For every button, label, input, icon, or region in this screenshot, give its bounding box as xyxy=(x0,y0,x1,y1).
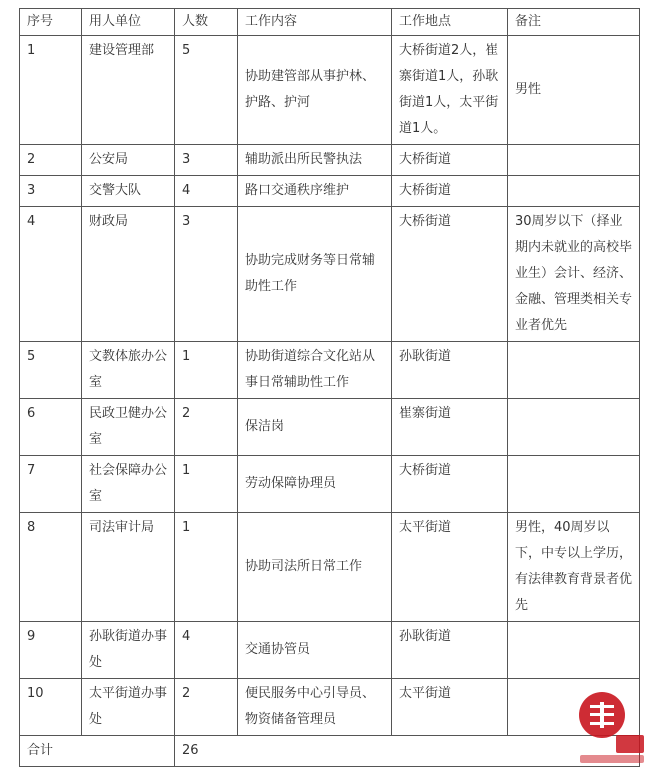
unit-cell: 交警大队 xyxy=(82,176,175,207)
serial-cell: 4 xyxy=(20,207,82,342)
count-cell: 2 xyxy=(175,399,238,456)
place-cell: 大桥街道 xyxy=(392,456,508,513)
duty-cell: 协助街道综合文化站从事日常辅助性工作 xyxy=(238,342,392,399)
serial-cell: 6 xyxy=(20,399,82,456)
count-cell: 5 xyxy=(175,36,238,145)
duty-cell: 交通协管员 xyxy=(238,622,392,679)
note-cell: 男性 xyxy=(508,36,640,145)
place-cell: 孙耿街道 xyxy=(392,342,508,399)
count-cell: 4 xyxy=(175,176,238,207)
count-cell: 1 xyxy=(175,342,238,399)
table-row xyxy=(20,145,640,176)
note-cell xyxy=(508,145,640,176)
note-cell xyxy=(508,176,640,207)
note-cell: 30周岁以下（择业期内未就业的高校毕业生）会计、经济、金融、管理类相关专业者优先 xyxy=(508,207,640,342)
serial-cell: 9 xyxy=(20,622,82,679)
note-cell xyxy=(508,342,640,399)
unit-cell: 建设管理部 xyxy=(82,36,175,145)
count-cell: 3 xyxy=(175,207,238,342)
duty-cell: 协助建管部从事护林、护路、护河 xyxy=(238,36,392,145)
duty-cell: 保洁岗 xyxy=(238,399,392,456)
site-logo xyxy=(576,685,648,765)
table-row xyxy=(20,622,640,679)
count-cell: 1 xyxy=(175,513,238,622)
table-row xyxy=(20,207,640,342)
unit-cell: 太平街道办事处 xyxy=(82,679,175,736)
unit-cell: 公安局 xyxy=(82,145,175,176)
place-cell: 太平街道 xyxy=(392,513,508,622)
serial-cell: 2 xyxy=(20,145,82,176)
duty-cell: 劳动保障协理员 xyxy=(238,456,392,513)
duty-cell: 便民服务中心引导员、物资储备管理员 xyxy=(238,679,392,736)
place-cell: 孙耿街道 xyxy=(392,622,508,679)
unit-cell: 文教体旅办公室 xyxy=(82,342,175,399)
unit-cell: 民政卫健办公室 xyxy=(82,399,175,456)
duty-cell: 辅助派出所民警执法 xyxy=(238,145,392,176)
table-row xyxy=(20,342,640,399)
duty-cell: 路口交通秩序维护 xyxy=(238,176,392,207)
table-row xyxy=(20,176,640,207)
note-cell xyxy=(508,456,640,513)
count-cell: 3 xyxy=(175,145,238,176)
note-cell: 男性，40周岁以下，中专以上学历，有法律教育背景者优先 xyxy=(508,513,640,622)
count-cell: 4 xyxy=(175,622,238,679)
place-cell: 大桥街道2人，崔寨街道1人，孙耿街道1人，太平街道1人。 xyxy=(392,36,508,145)
table-row xyxy=(20,513,640,622)
note-cell xyxy=(508,399,640,456)
table-row xyxy=(20,399,640,456)
count-cell: 2 xyxy=(175,679,238,736)
serial-cell: 1 xyxy=(20,36,82,145)
note-cell xyxy=(508,622,640,679)
place-cell: 大桥街道 xyxy=(392,176,508,207)
header-count: 人数 xyxy=(175,9,238,36)
table-row xyxy=(20,36,640,145)
total-count: 26 xyxy=(175,736,640,767)
header-place: 工作地点 xyxy=(392,9,508,36)
duty-cell: 协助司法所日常工作 xyxy=(238,513,392,622)
table-header-row xyxy=(20,9,640,36)
serial-cell: 3 xyxy=(20,176,82,207)
unit-cell: 司法审计局 xyxy=(82,513,175,622)
header-note: 备注 xyxy=(508,9,640,36)
serial-cell: 7 xyxy=(20,456,82,513)
serial-cell: 10 xyxy=(20,679,82,736)
table-row xyxy=(20,679,640,736)
duty-cell: 协助完成财务等日常辅助性工作 xyxy=(238,207,392,342)
place-cell: 崔寨街道 xyxy=(392,399,508,456)
count-cell: 1 xyxy=(175,456,238,513)
header-unit: 用人单位 xyxy=(82,9,175,36)
place-cell: 大桥街道 xyxy=(392,207,508,342)
table-row xyxy=(20,456,640,513)
header-serial: 序号 xyxy=(20,9,82,36)
unit-cell: 财政局 xyxy=(82,207,175,342)
unit-cell: 社会保障办公室 xyxy=(82,456,175,513)
unit-cell: 孙耿街道办事处 xyxy=(82,622,175,679)
place-cell: 大桥街道 xyxy=(392,145,508,176)
serial-cell: 5 xyxy=(20,342,82,399)
serial-cell: 8 xyxy=(20,513,82,622)
header-duty: 工作内容 xyxy=(238,9,392,36)
place-cell: 太平街道 xyxy=(392,679,508,736)
recruitment-table xyxy=(19,8,640,767)
total-row xyxy=(20,736,640,767)
total-label: 合计 xyxy=(20,736,175,767)
